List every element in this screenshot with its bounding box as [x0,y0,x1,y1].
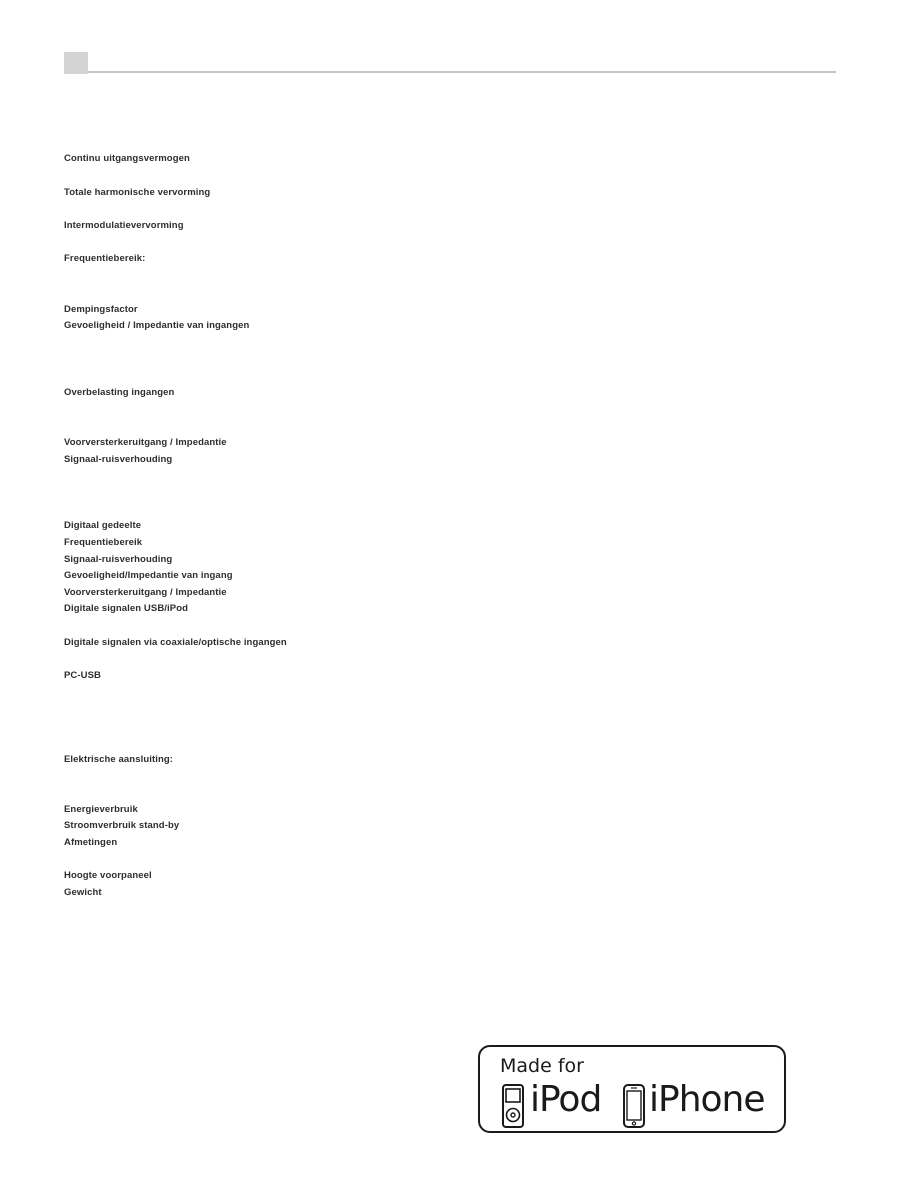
spec-label: Voorversterkeruitgang / Impedantie [64,437,227,448]
spec-label: Dempingsfactor [64,304,138,315]
spec-label: Frequentiebereik: [64,253,146,264]
spec-label: Gevoeligheid/Impedantie van ingang [64,570,233,581]
spec-label: Voorversterkeruitgang / Impedantie [64,587,227,598]
spec-label: Afmetingen [64,837,118,848]
ipod-wordmark: iPod [530,1079,602,1120]
ipod-icon [502,1084,524,1128]
made-for-label: Made for [500,1055,584,1077]
spec-list [64,0,464,920]
spec-label: Signaal-ruisverhouding [64,554,173,565]
spec-label: Gevoeligheid / Impedantie van ingangen [64,320,250,331]
spec-label: Hoogte voorpaneel [64,870,152,881]
iphone-wordmark: iPhone [649,1079,765,1120]
spec-label: Signaal-ruisverhouding [64,454,173,465]
iphone-icon [623,1084,645,1128]
spec-label: PC-USB [64,670,102,681]
spec-label: Digitaal gedeelte [64,520,142,531]
made-for-ipod-iphone-badge [478,1045,786,1133]
spec-label: Continu uitgangsvermogen [64,153,190,164]
spec-label: Totale harmonische vervorming [64,187,211,198]
spec-label: Elektrische aansluiting: [64,754,174,765]
spec-label: Stroomverbruik stand-by [64,820,180,831]
spec-label: Frequentiebereik [64,537,143,548]
spec-label: Intermodulatievervorming [64,220,184,231]
spec-label: Overbelasting ingangen [64,387,175,398]
spec-label: Digitale signalen via coaxiale/optische ingangen [64,637,287,648]
spec-label: Digitale signalen USB/iPod [64,603,189,614]
spec-label: Gewicht [64,887,102,898]
spec-label: Energieverbruik [64,804,138,815]
